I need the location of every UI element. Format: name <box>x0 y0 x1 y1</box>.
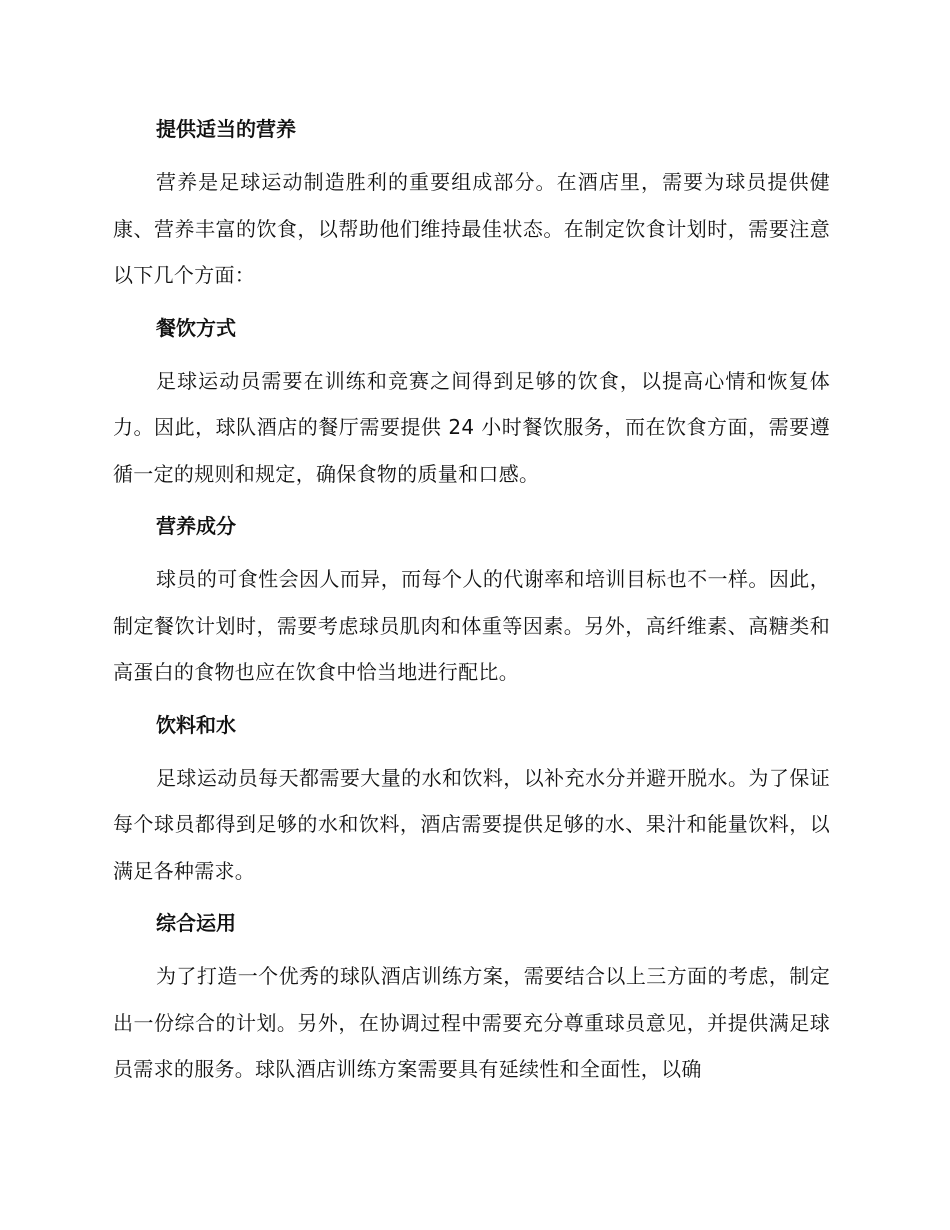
section-nutrition <box>113 112 830 299</box>
section-paragraph: 为了打造一个优秀的球队酒店训练方案，需要结合以上三方面的考虑，制定出一份综合的计划。另外，在协调过程中需要充分尊重球员意见，并提供满足球员需求的服务。球队酒店训练方案需要具有延续性和全面性，以确 <box>113 964 830 1081</box>
section-heading: 饮料和水 <box>156 712 236 737</box>
section-integration <box>113 906 830 1093</box>
section-nutrients <box>113 509 830 696</box>
section-heading: 综合运用 <box>156 911 236 935</box>
section-paragraph: 足球运动员每天都需要大量的水和饮料，以补充水分并避开脱水。为了保证每个球员都得到足够的水和饮料，酒店需要提供足够的水、果汁和能量饮料，以满足各种需求。 <box>113 765 830 883</box>
section-heading: 提供适当的营养 <box>156 117 296 141</box>
section-paragraph: 营养是足球运动制造胜利的重要组成部分。在酒店里，需要为球员提供健康、营养丰富的饮食，以帮助他们维持最佳状态。在制定饮食计划时，需要注意以下几个方面： <box>113 170 830 287</box>
section-paragraph: 足球运动员需要在训练和竞赛之间得到足够的饮食，以提高心情和恢复体力。因此，球队酒店的餐厅需要提供 24 小时餐饮服务，而在饮食方面，需要遵循一定的规则和规定，确保食物的质量和口感。 <box>113 368 830 486</box>
section-paragraph: 球员的可食性会因人而异，而每个人的代谢率和培训目标也不一样。因此，制定餐饮计划时，需要考虑球员肌肉和体重等因素。另外，高纤维素、高糖类和高蛋白的食物也应在饮食中恰当地进行配比。 <box>113 567 830 684</box>
section-heading: 营养成分 <box>156 514 236 538</box>
section-heading: 餐饮方式 <box>156 315 236 340</box>
section-dining-method <box>113 311 830 498</box>
section-drinks-water <box>113 708 830 895</box>
